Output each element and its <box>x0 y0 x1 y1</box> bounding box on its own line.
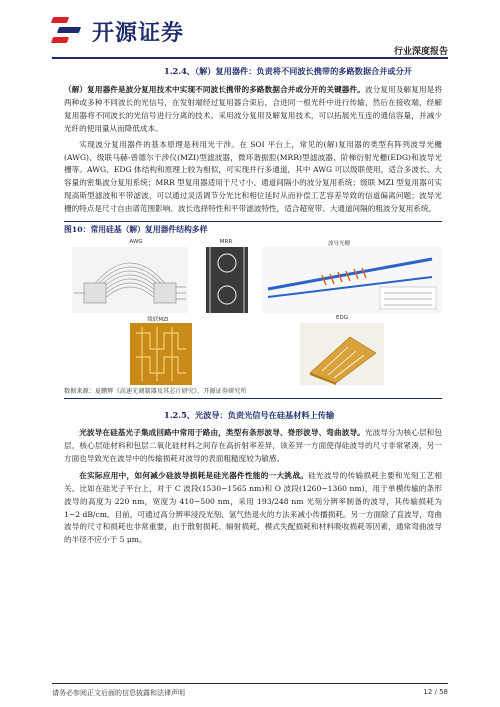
paragraph-body: 硅光波导的传输损耗主要和光刻工艺相关。比如在硅光子平台上，对于 C 波段(1530~1565 nm)和 O 波段(1260~1360 nm)，用于单模传输的条形波导的高度为 220 nm，宽度为 410~500 nm，采用 193/248 nm 光刻分辨率制备的波导，其传输损耗为 1~2 dB/cm。目前，可通过高分辨率浸没光刻、氢气热退火的方法来减小传播损耗。另一方面除了直波导，弯曲波导的尺寸和损耗也非常重要，由于散射损耗、辐射损耗、模式失配损耗和材料吸收损耗等因素，通常弯曲波导的半径不应小于 5 μm。 <box>64 470 443 545</box>
footer-divider <box>52 683 448 684</box>
paragraph-waveguide-loss <box>64 470 442 547</box>
page-content <box>64 63 442 547</box>
paragraph-multiplexer-intro <box>64 84 442 136</box>
figure-title: 图10：常用硅基（解）复用器件结构多样 <box>64 221 442 235</box>
paragraph-bold-lead: 在实际应用中，如何减少硅波导损耗是硅光器件性能的一大挑战。 <box>79 470 309 480</box>
report-type: 行业深度报告 <box>393 47 448 57</box>
waveguide-grating-diagram-icon <box>262 247 442 313</box>
section-title-1-2-5: 1.2.5、光波导：负责光信号在硅基材料上传输 <box>164 410 335 421</box>
paragraph-bold-lead: 光波导在硅基光子集成回路中常用于路由，类型有条形波导、脊形波导、弯曲波导。 <box>79 428 365 438</box>
page-header <box>0 0 500 58</box>
label-mrr: MRR <box>219 239 233 246</box>
label-waveguide-grating: 波导光栅 <box>327 241 350 248</box>
logo-mark-icon <box>52 15 86 47</box>
figure-source: 数据来源：夏鹏辉《高速光调制器及其芯片研究》、开源证券研究所 <box>64 387 442 399</box>
paragraph-waveguide-intro <box>64 427 442 466</box>
edg-diagram-icon <box>300 323 384 385</box>
label-awg: AWG <box>129 239 143 246</box>
brand-name: 开源证券 <box>92 20 185 46</box>
label-cascaded-mzi: 级联MZI <box>147 317 169 324</box>
paragraph-bold-lead: （解）复用器件是波分复用技术中实现不同波长携带的多路数据合并或分开的关键器件。 <box>64 85 365 94</box>
company-logo <box>52 15 184 47</box>
paragraph-body: 光波导分为核心层和包层，核心层硅材料和包层二氧化硅材料之间存在高折射率差异，该差异一方面使得硅波导的尺寸非常紧凑，另一方面也导致光在波导中的传输损耗对波导的表面粗糙度较为敏感。 <box>64 428 442 463</box>
paragraph-multiplexer-principle: 实现波分复用器件的基本原理是利用光干涉。在 SOI 平台上，常见的(解)复用器的类型有阵列波导光栅(AWG)、级联马赫-曾德尔干涉仪(MZI)型滤波器，微环谐振腔(MRR)型滤波器、阶梯衍射光栅(EDG)和波导光栅等。AWG、EDG 体结构和原理上较为相似，可实现并行多通道，其中 AWG 可以级联使用，适合多波长、大容量的密集波分复用系统；MRR 型复用器适用于尺寸小、通道间隔小的波分复用系统；级联 MZI 型复用器可实现高斯型滤波和平带滤波，可以通过灵活调节分光比和相位延时从而补偿工艺容差导致的信道偏离问题；波导光栅的特点是尺寸自由谱范围影响、波长选择特性和平带滤波特性，适合超宽带、大通道间隔的粗波分复用系统。 <box>64 139 442 214</box>
awg-diagram-icon <box>72 247 188 313</box>
cascaded-mzi-micrograph-icon <box>130 323 192 385</box>
header-divider <box>52 57 448 59</box>
page-number: 12 / 58 <box>423 688 448 696</box>
section-title-1-2-4: 1.2.4、（解）复用器件：负责将不同波长携带的多路数据合并或分开 <box>164 66 412 76</box>
mrr-micrograph-icon <box>206 247 248 313</box>
paragraph-body: 波分复用及解复用是将两种或多种不同波长的光信号，在发射端经过复用器合束后，合进同一根光纤中进行传输，然后在接收端，经解复用器将不同波长的光信号进行分离的技术。采用波分复用及解复用技术，可以拓展光互连的通信容量，并减少光纤的使用量从而降低成本。 <box>64 85 442 133</box>
figure-devices <box>64 237 442 387</box>
footer-disclaimer: 请务必参阅正文后面的信息披露和法律声明 <box>52 689 185 697</box>
label-edg: EDG <box>336 315 348 322</box>
